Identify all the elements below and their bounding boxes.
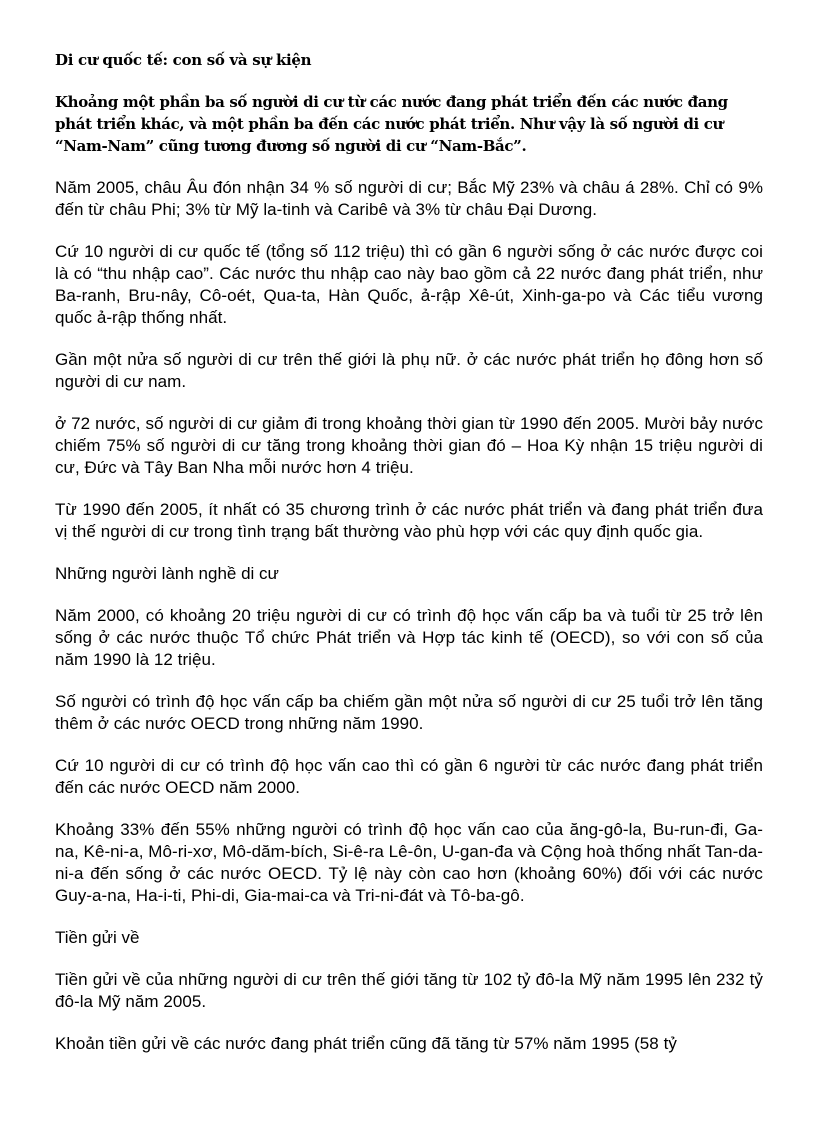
paragraph-skilled-2000: Năm 2000, có khoảng 20 triệu người di cư có trình độ học vấn cấp ba và tuổi từ 25 trở lên sống ở các nước thuộc Tổ chức Phát triển và Hợp tác kinh tế (OECD), so với con số của năm 1990 là 12 triệu. — [55, 606, 763, 669]
paragraph-regularization: Từ 1990 đến 2005, ít nhất có 35 chương trình ở các nước phát triển và đang phát triển đưa vị thế người di cư trong tình trạng bất thường vào phù hợp với các quy định quốc gia. — [55, 500, 763, 541]
section-heading-remittances: Tiền gửi về — [55, 928, 140, 947]
paragraph-skilled-origin: Cứ 10 người di cư có trình độ học vấn cao thì có gần 6 người từ các nước đang phát triển đến các nước OECD năm 2000. — [55, 756, 763, 797]
paragraph-women: Gần một nửa số người di cư trên thế giới là phụ nữ. ở các nước phát triển họ đông hơn số người di cư nam. — [55, 350, 763, 391]
paragraph-remittances-developing: Khoản tiền gửi về các nước đang phát triển cũng đã tăng từ 57% năm 1995 (58 tỷ — [55, 1034, 677, 1053]
paragraph-regional-shares: Năm 2005, châu Âu đón nhận 34 % số người di cư; Bắc Mỹ 23% và châu á 28%. Chỉ có 9% đến từ châu Phi; 3% từ Mỹ la-tinh và Caribê và 3% từ châu Đại Dương. — [55, 178, 763, 219]
document-page — [55, 50, 763, 1055]
paragraph-remittances-total: Tiền gửi về của những người di cư trên thế giới tăng từ 102 tỷ đô-la Mỹ năm 1995 lên 232 tỷ đô-la Mỹ năm 2005. — [55, 970, 763, 1011]
paragraph-72-countries: ở 72 nước, số người di cư giảm đi trong khoảng thời gian từ 1990 đến 2005. Mười bảy nước chiếm 75% số người di cư tăng trong khoảng thời gian đó – Hoa Kỳ nhận 15 triệu người di cư, Đức và Tây Ban Nha mỗi nước hơn 4 triệu. — [55, 414, 763, 477]
document-title: Di cư quốc tế: con số và sự kiện — [55, 51, 312, 69]
paragraph-skilled-africa: Khoảng 33% đến 55% những người có trình độ học vấn cao của ăng-gô-la, Bu-run-đi, Ga-na, Kê-ni-a, Mô-ri-xơ, Mô-dăm-bích, Si-ê-ra Lê-ôn, U-gan-đa và Cộng hoà thống nhất Tan-da-ni-a đến sống ở các nước OECD. Tỷ lệ này còn cao hơn (khoảng 60%) đối với các nước Guy-a-na, Ha-i-ti, Phi-di, Gia-mai-ca và Tri-ni-đát và Tô-ba-gô. — [55, 820, 763, 905]
paragraph-high-income: Cứ 10 người di cư quốc tế (tổng số 112 triệu) thì có gần 6 người sống ở các nước được coi là có “thu nhập cao”. Các nước thu nhập cao này bao gồm cả 22 nước đang phát triển, như Ba-ranh, Bru-nây, Cô-oét, Qua-ta, Hàn Quốc, ả-rập Xê-út, Xinh-ga-po và Các tiểu vương quốc ả-rập thống nhất. — [55, 242, 763, 327]
paragraph-skilled-share: Số người có trình độ học vấn cấp ba chiếm gần một nửa số người di cư 25 tuổi trở lên tăng thêm ở các nước OECD trong những năm 1990. — [55, 692, 763, 733]
lead-paragraph: Khoảng một phần ba số người di cư từ các nước đang phát triển đến các nước đang phát triển khác, và một phần ba đến các nước phát triển. Như vậy là số người di cư “Nam-Nam” cũng tương đương số người di cư “Nam-Bắc”. — [55, 93, 728, 155]
section-heading-skilled: Những người lành nghề di cư — [55, 564, 279, 583]
